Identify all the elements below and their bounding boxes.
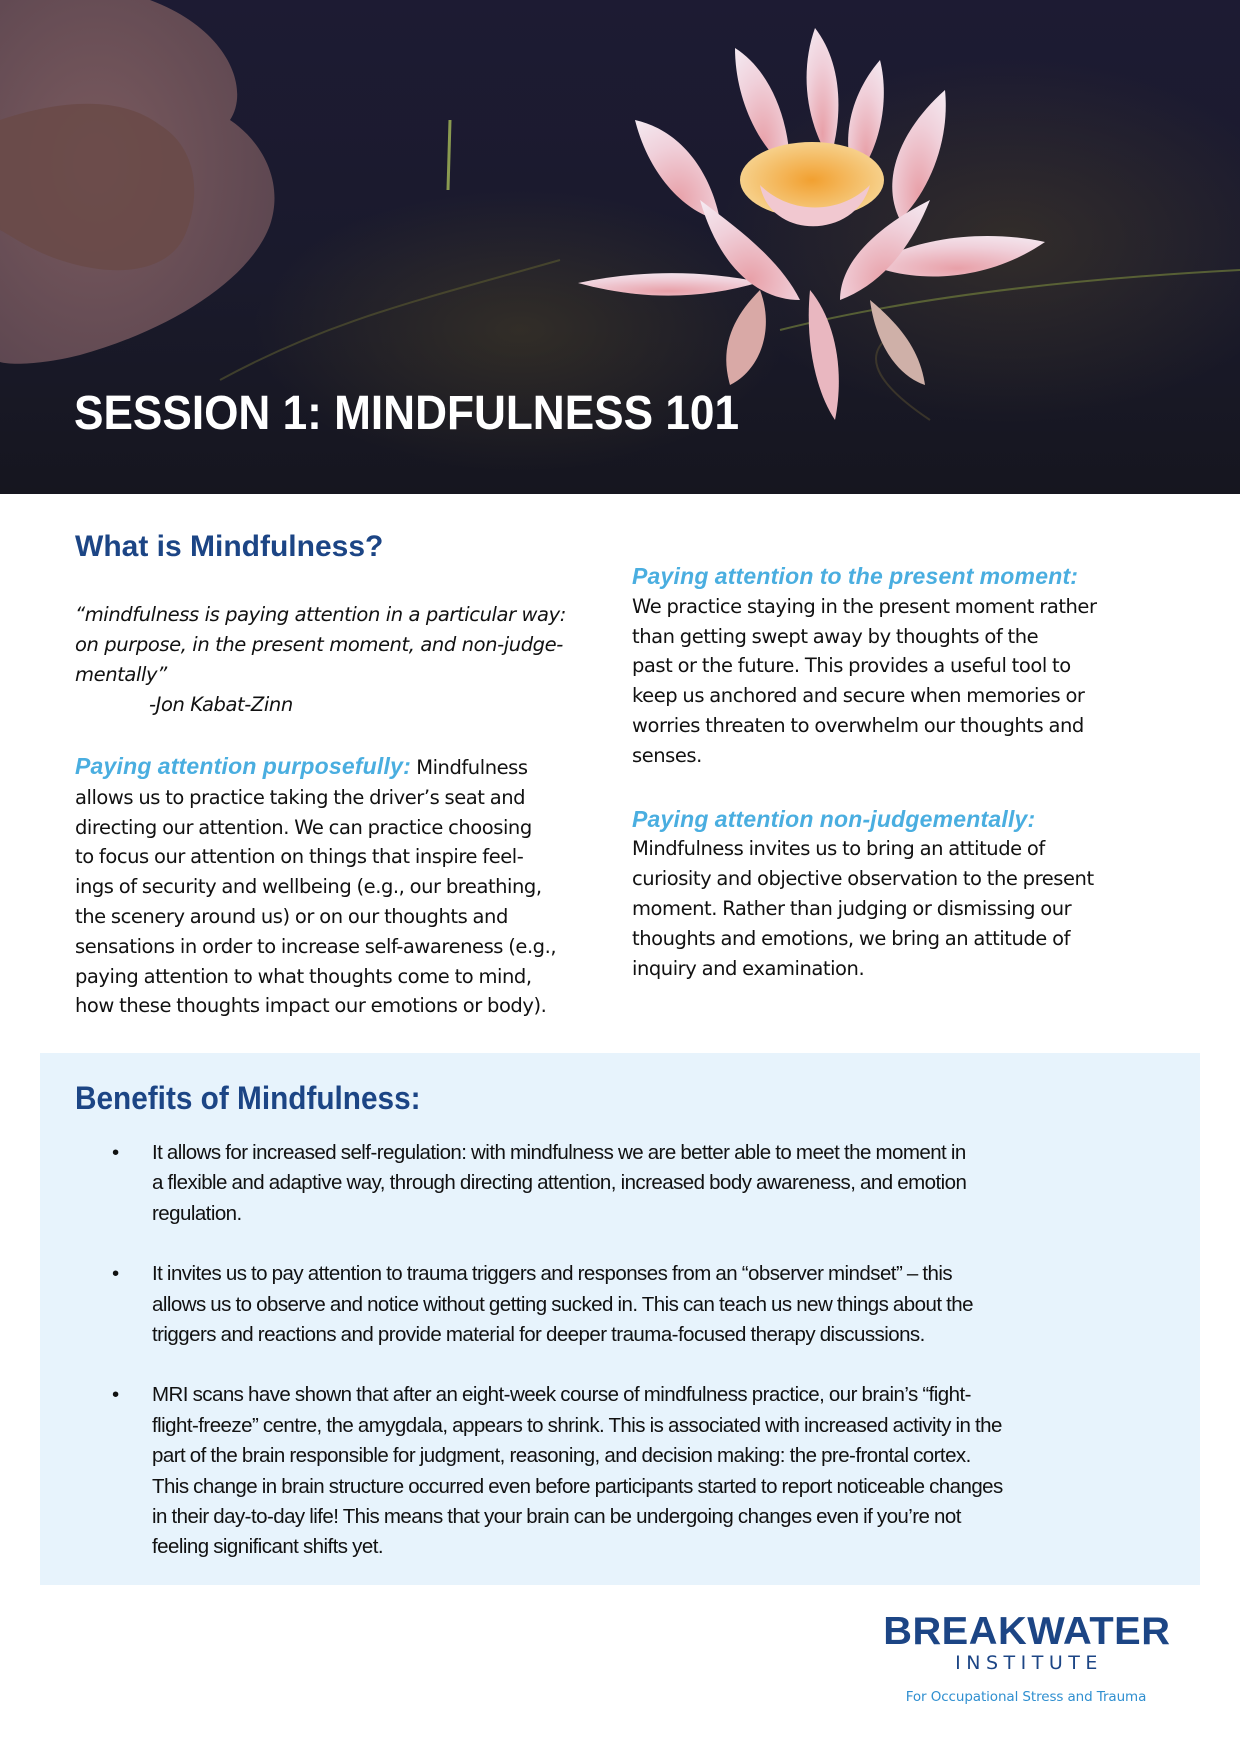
logo-subtitle: INSTITUTE [955,1652,1103,1674]
paragraph-line: allows us to practice taking the driver’s seat and [75,785,526,809]
paragraph-line: keep us anchored and secure when memories or [632,684,1085,708]
bullet-icon: • [112,1262,119,1286]
lotus-flower [578,28,1045,420]
paragraph-line: moment. Rather than judging or dismissing our [632,896,1072,920]
quote-line: “mindfulness is paying attention in a particular way: [75,603,566,626]
list-item-line: feeling significant shifts yet. [152,1535,383,1559]
quote-line: mentally” [75,663,167,686]
paragraph-line: how these thoughts impact our emotions or body). [75,994,547,1018]
right-column [632,562,1172,983]
paragraph-line: paying attention to what thoughts come to mind, [75,964,532,988]
paragraph-line: curiosity and objective observation to the present [632,867,1094,891]
breakwater-logo [883,1610,1171,1706]
list-item [73,1138,1183,1229]
subheading: Paying attention to the present moment: [632,563,1079,589]
section-heading: What is Mindfulness? [75,530,384,563]
list-item-line: flight-freeze” centre, the amygdala, appears to shrink. This is associated with increased activity in the [152,1413,1002,1437]
paragraph-line: directing our attention. We can practice choosing [75,815,532,839]
non-judgementally-paragraph [632,805,1172,984]
subheading: Paying attention non-judgementally: [632,805,1036,832]
paragraph-line: senses. [632,743,702,767]
hero-banner [0,0,1240,494]
list-item-line: MRI scans have shown that after an eight-week course of mindfulness practice, our brain’s “fight- [152,1383,971,1407]
what-is-mindfulness-section [75,530,605,1021]
subheading: Paying attention purposefully: [75,753,411,779]
list-item [73,1259,1183,1350]
list-item-line: in their day-to-day life! This means that your brain can be undergoing changes even if you’re not [152,1505,961,1529]
list-item-line: allows us to observe and notice without getting sucked in. This can teach us new things about the [152,1292,973,1316]
quote-author: -Jon Kabat-Zinn [149,693,293,716]
paragraph-line: to focus our attention on things that inspire feel- [75,845,524,869]
lily-pad-inner [0,104,194,270]
present-moment-paragraph [632,562,1172,771]
quote [75,600,605,690]
list-item-line: It allows for increased self-regulation: with mindfulness we are better able to meet the moment in [152,1141,966,1164]
paragraph-line: worries threaten to overwhelm our thoughts and [632,713,1084,737]
paragraph-line: sensations in order to increase self-awareness (e.g., [75,934,557,958]
list-item-line: This change in brain structure occurred even before participants started to report noticeable changes [152,1474,1003,1498]
list-item-line: a flexible and adaptive way, through directing attention, increased body awareness, and emotion [152,1171,967,1195]
paragraph-line: than getting swept away by thoughts of the [632,624,1039,648]
list-item-line: triggers and reactions and provide material for deeper trauma-focused therapy discussions. [152,1323,925,1347]
quote-line: on purpose, in the present moment, and non-judge- [75,633,563,656]
page-title: SESSION 1: MINDFULNESS 101 [74,387,740,440]
purposefully-paragraph [75,752,605,1021]
paragraph-line: ings of security and wellbeing (e.g., our breathing, [75,875,542,899]
paragraph-line: thoughts and emotions, we bring an attitude of [632,926,1070,950]
benefits-section [40,1053,1200,1585]
paragraph-text: Mindfulness [410,756,528,779]
paragraph-line: We practice staying in the present moment rather [632,594,1097,618]
paragraph-line: past or the future. This provides a useful tool to [632,654,1071,678]
list-item-line: regulation. [152,1201,242,1225]
paragraph-line: Mindfulness invites us to bring an attitude of [632,837,1045,861]
benefits-list [73,1138,1183,1593]
list-item [73,1380,1183,1562]
paragraph-line: inquiry and examination. [632,956,865,980]
list-item-line: part of the brain responsible for judgment, reasoning, and decision making: the pre-frontal cortex. [152,1444,971,1468]
section-heading: Benefits of Mindfulness: [75,1080,421,1116]
bullet-icon: • [112,1383,119,1407]
paragraph-line: the scenery around us) or on our thoughts and [75,904,508,928]
logo-tagline: For Occupational Stress and Trauma [905,1689,1147,1705]
logo-name: BREAKWATER [883,1610,1171,1653]
list-item-line: It invites us to pay attention to trauma triggers and responses from an “observer mindset” – this [152,1262,953,1286]
bullet-icon: • [112,1141,119,1164]
